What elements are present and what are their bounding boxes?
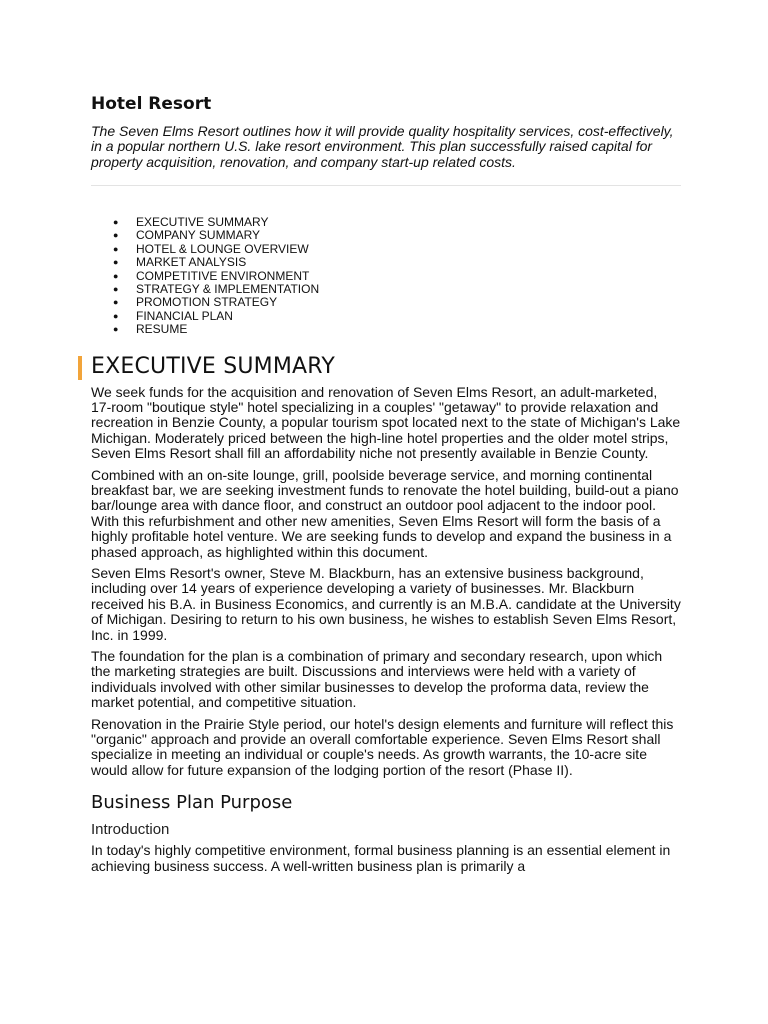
toc-item-promotion-strategy[interactable] (91, 296, 681, 309)
paragraph: We seek funds for the acquisition and renovation of Seven Elms Resort, an adult-marketed, 17-room "boutique style" hotel specializing in a couples' "getaway" to provide relaxation and recreation in Benzie County, a popular tourism spot located next to the state of Michigan's Lake Michigan. Moderately priced between the high-line hotel properties and the older motel strips, Seven Elms Resort shall fill an affordability niche not presently available in Benzie County. (91, 383, 681, 462)
toc-item-label: MARKET ANALYSIS (136, 255, 247, 270)
bullet-icon: ● (113, 230, 119, 241)
sub-subsection-heading: Introduction (91, 821, 170, 839)
paragraph: Combined with an on-site lounge, grill, poolside beverage service, and morning continental breakfast bar, we are seeking investment funds to renovate the hotel building, build-out a piano bar/lounge area with dance floor, and construct an outdoor pool adjacent to the indoor pool. With this refurbishment and other new amenities, Seven Elms Resort will form the basis of a highly profitable hotel venture. We are seeking funds to develop and expand the business in a phased approach, as highlighted within this document. (91, 466, 679, 560)
bullet-icon: ● (113, 216, 119, 227)
toc-item-label: HOTEL & LOUNGE OVERVIEW (136, 241, 309, 256)
document-page (91, 93, 681, 874)
toc-item-label: RESUME (136, 322, 188, 337)
bullet-icon: ● (113, 257, 119, 268)
bullet-icon: ● (113, 283, 119, 294)
paragraph: In today's highly competitive environment, formal business planning is an essential element in achieving business success. A well-written business plan is primarily a (91, 842, 671, 874)
toc-item-label: COMPANY SUMMARY (136, 228, 261, 243)
toc-item-company-summary[interactable] (91, 229, 681, 242)
toc-item-hotel-lounge-overview[interactable] (91, 243, 681, 256)
toc-item-resume[interactable] (91, 323, 681, 336)
toc-item-label: FINANCIAL PLAN (136, 308, 233, 323)
section-heading-text: EXECUTIVE SUMMARY (91, 353, 336, 379)
toc-item-label: PROMOTION STRATEGY (136, 295, 278, 310)
paragraph: Renovation in the Prairie Style period, our hotel's design elements and furniture will reflect this "organic" approach and provide an overall comfortable experience. Seven Elms Resort shall specialize in meeting an individual or couple's needs. As growth warrants, the 10-acre site would allow for future expansion of the lodging portion of the resort (Phase II). (91, 715, 674, 778)
bullet-icon: ● (113, 270, 119, 281)
toc-item-label: COMPETITIVE ENVIRONMENT (136, 268, 310, 283)
table-of-contents (91, 216, 681, 337)
toc-item-strategy-implementation[interactable] (91, 283, 681, 296)
bullet-icon: ● (113, 310, 119, 321)
paragraph: The foundation for the plan is a combination of primary and secondary research, upon which the marketing strategies are built. Discussions and interviews were held with a variety of individuals involved with other similar businesses to develop the proforma data, review the market potential, and competitive situation. (91, 648, 663, 711)
document-abstract: The Seven Elms Resort outlines how it will provide quality hospitality services, cost-effectively, in a popular northern U.S. lake resort environment. This plan successfully raised capital for property acquisition, renovation, and company start-up related costs. (91, 123, 674, 170)
bullet-icon: ● (113, 297, 119, 308)
toc-item-label: STRATEGY & IMPLEMENTATION (136, 281, 320, 296)
toc-item-label: EXECUTIVE SUMMARY (136, 214, 269, 229)
subsection-heading: Business Plan Purpose (91, 792, 293, 814)
toc-item-competitive-environment[interactable] (91, 270, 681, 283)
toc-item-financial-plan[interactable] (91, 310, 681, 323)
document-title: Hotel Resort (91, 94, 212, 114)
paragraph: Seven Elms Resort's owner, Steve M. Blackburn, has an extensive business background, including over 14 years of experience developing a variety of businesses. Mr. Blackburn received his B.A. in Business Economics, and currently is an M.B.A. candidate at the University of Michigan. Desiring to return to his own business, he wishes to establish Seven Elms Resort, Inc. in 1999. (91, 565, 681, 643)
section-accent-bar (78, 356, 82, 380)
toc-item-market-analysis[interactable] (91, 256, 681, 269)
bullet-icon: ● (113, 243, 119, 254)
divider (91, 185, 681, 186)
bullet-icon: ● (113, 324, 119, 335)
section-heading-executive-summary (91, 353, 681, 381)
toc-item-executive-summary[interactable] (91, 216, 681, 229)
